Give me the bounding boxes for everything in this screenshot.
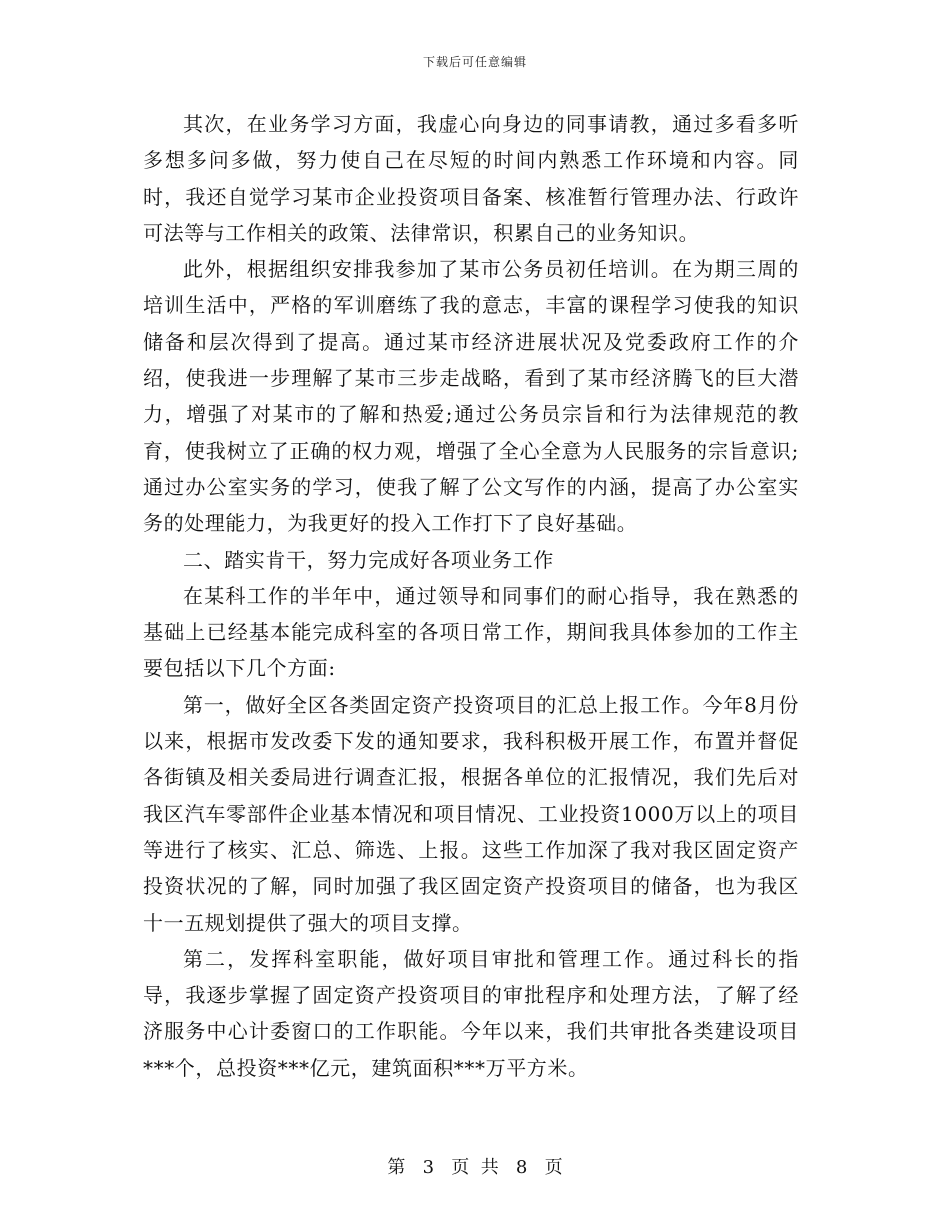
paragraph-first-item: 第一，做好全区各类固定资产投资项目的汇总上报工作。今年8月份以来，根据市发改委下发的通知要求，我科积极开展工作，布置并督促各街镇及相关委局进行调查汇报，根据各单位的汇报情况，我们先后对我区汽车零部件企业基本情况和项目情况、工业投资1000万以上的项目等进行了核实、汇总、筛选、上报。这些工作加深了我对我区固定资产投资状况的了解，同时加强了我区固定资产投资项目的储备，也为我区十一五规划提供了强大的项目支撑。 [143, 692, 799, 935]
document-body [143, 106, 799, 1086]
paragraph-training: 此外，根据组织安排我参加了某市公务员初任培训。在为期三周的培训生活中，严格的军训磨练了我的意志，丰富的课程学习使我的知识储备和层次得到了提高。通过某市经济进展状况及党委政府工作的介绍，使我进一步理解了某市三步走战略，看到了某市经济腾飞的巨大潜力，增强了对某市的了解和热爱;通过公务员宗旨和行为法律规范的教育，使我树立了正确的权力观，增强了全心全意为人民服务的宗旨意识;通过办公室实务的学习，使我了解了公文写作的内涵，提高了办公室实务的处理能力，为我更好的投入工作打下了良好基础。 [143, 257, 799, 536]
paragraph-study: 其次，在业务学习方面，我虚心向身边的同事请教，通过多看多听多想多问多做，努力使自己在尽短的时间内熟悉工作环境和内容。同时，我还自觉学习某市企业投资项目备案、核准暂行管理办法、行政许可法等与工作相关的政策、法律常识，积累自己的业务知识。 [143, 112, 799, 245]
section-heading: 二、踏实肯干，努力完成好各项业务工作 [183, 547, 554, 572]
total-pages-number: 8 [515, 1157, 528, 1178]
footer-prefix: 第 [387, 1157, 406, 1178]
footer-middle: 页 共 [451, 1157, 499, 1178]
page-footer [0, 1153, 950, 1179]
paragraph-work-overview: 在某科工作的半年中，通过领导和同事们的耐心指导，我在熟悉的基础上已经基本能完成科室的各项日常工作，期间我具体参加的工作主要包括以下几个方面: [143, 583, 799, 681]
footer-suffix: 页 [544, 1157, 563, 1178]
current-page-number: 3 [422, 1157, 435, 1178]
paragraph-second-item: 第二，发挥科室职能，做好项目审批和管理工作。通过科长的指导，我逐步掌握了固定资产投资项目的审批程序和处理方法，了解了经济服务中心计委窗口的工作职能。今年以来，我们共审批各类建设项目***个，总投资***亿元，建筑面积***万平方米。 [143, 946, 799, 1080]
page-header: 下载后可任意编辑 [422, 55, 527, 69]
